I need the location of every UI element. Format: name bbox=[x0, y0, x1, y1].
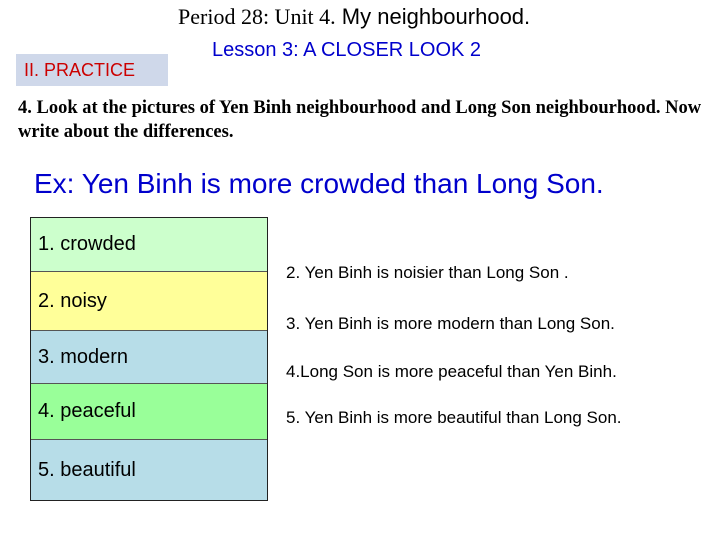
answer-sentence-4: 4.Long Son is more peaceful than Yen Binh. bbox=[286, 362, 617, 381]
word-item-modern: 3. modern bbox=[31, 331, 267, 384]
word-list bbox=[30, 217, 268, 501]
answer-sentence-3: 3. Yen Binh is more modern than Long Son. bbox=[286, 314, 615, 333]
exercise-instruction: 4. Look at the pictures of Yen Binh neighbourhood and Long Son neighbourhood. Now write about the differences. bbox=[18, 98, 702, 142]
title-prefix: Period 28: Unit 4. bbox=[178, 4, 336, 29]
page-title bbox=[178, 2, 530, 32]
example-sentence: Ex: Yen Binh is more crowded than Long Son. bbox=[34, 168, 604, 199]
word-item-beautiful: 5. beautiful bbox=[31, 440, 267, 500]
word-item-peaceful: 4. peaceful bbox=[31, 384, 267, 440]
word-item-noisy: 2. noisy bbox=[31, 272, 267, 331]
answer-sentence-5: 5. Yen Binh is more beautiful than Long Son. bbox=[286, 408, 622, 427]
word-item-crowded: 1. crowded bbox=[31, 218, 267, 272]
lesson-subtitle: Lesson 3: A CLOSER LOOK 2 bbox=[212, 39, 482, 61]
title-suffix: My neighbourhood. bbox=[341, 4, 531, 29]
answer-sentence-2: 2. Yen Binh is noisier than Long Son . bbox=[286, 263, 569, 282]
section-label: II. PRACTICE bbox=[16, 54, 168, 86]
